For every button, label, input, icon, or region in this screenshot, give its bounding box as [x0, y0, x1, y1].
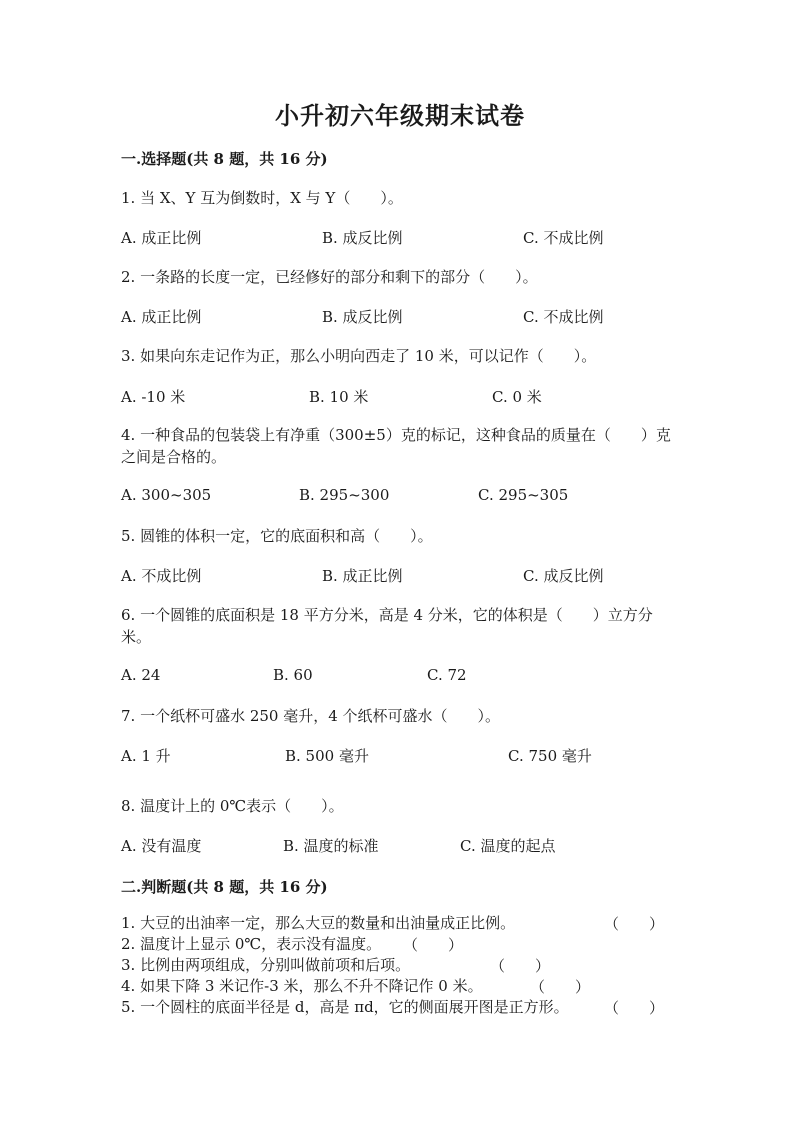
option-c: C. 72 [427, 666, 467, 684]
answer-blank: （ ） [604, 915, 665, 933]
section-heading-judgement: 二.判断题(共 8 题，共 16 分) [121, 878, 328, 896]
question-4: 4. 一种食品的包装袋上有净重（300±5）克的标记，这种食品的质量在（ ）克之间是合格的。 [121, 426, 671, 466]
option-b: B. 60 [273, 666, 313, 684]
judgement-item-4: 4. 如果下降 3 米记作-3 米，那么不升不降记作 0 米。 [121, 977, 483, 995]
judgement-item-1: 1. 大豆的出油率一定，那么大豆的数量和出油量成正比例。 [121, 914, 516, 932]
option-b: B. 10 米 [309, 388, 369, 406]
option-b: B. 成反比例 [322, 229, 403, 247]
question-7: 7. 一个纸杯可盛水 250 毫升，4 个纸杯可盛水（ ）。 [121, 707, 501, 725]
option-c: C. 不成比例 [523, 229, 604, 247]
option-b: B. 温度的标准 [283, 837, 379, 855]
question-2: 2. 一条路的长度一定，已经修好的部分和剩下的部分（ ）。 [121, 268, 538, 286]
answer-blank: （ ） [403, 936, 464, 954]
judgement-item-3: 3. 比例由两项组成，分别叫做前项和后项。 [121, 956, 411, 974]
option-a: A. -10 米 [121, 388, 186, 406]
option-b: B. 成正比例 [322, 567, 403, 585]
question-1: 1. 当 X、Y 互为倒数时，X 与 Y（ ）。 [121, 189, 403, 207]
option-c: C. 295~305 [478, 486, 569, 504]
option-b: B. 295~300 [299, 486, 390, 504]
option-b: B. 成反比例 [322, 308, 403, 326]
judgement-item-5: 5. 一个圆柱的底面半径是 d，高是 πd，它的侧面展开图是正方形。 [121, 998, 569, 1016]
question-6: 6. 一个圆锥的底面积是 18 平方分米，高是 4 分米，它的体积是（ ）立方分米。 [121, 606, 653, 646]
option-a: A. 没有温度 [121, 837, 202, 855]
option-a: A. 不成比例 [121, 567, 202, 585]
option-a: A. 成正比例 [121, 308, 202, 326]
option-a: A. 300~305 [121, 486, 212, 504]
option-c: C. 不成比例 [523, 308, 604, 326]
answer-blank: （ ） [604, 999, 665, 1017]
option-a: A. 成正比例 [121, 229, 202, 247]
option-c: C. 750 毫升 [508, 747, 592, 765]
option-b: B. 500 毫升 [285, 747, 369, 765]
judgement-item-2: 2. 温度计上显示 0℃，表示没有温度。 [121, 935, 382, 953]
option-c: C. 0 米 [492, 388, 542, 406]
question-5: 5. 圆锥的体积一定，它的底面积和高（ ）。 [121, 527, 433, 545]
option-a: A. 24 [121, 666, 161, 684]
section-heading-choice: 一.选择题(共 8 题，共 16 分) [121, 150, 328, 168]
question-8: 8. 温度计上的 0℃表示（ ）。 [121, 797, 344, 815]
option-c: C. 温度的起点 [460, 837, 556, 855]
question-3: 3. 如果向东走记作为正，那么小明向西走了 10 米，可以记作（ ）。 [121, 347, 597, 365]
answer-blank: （ ） [530, 978, 591, 996]
option-c: C. 成反比例 [523, 567, 604, 585]
option-a: A. 1 升 [121, 747, 171, 765]
answer-blank: （ ） [490, 957, 551, 975]
page-title: 小升初六年级期末试卷 [275, 101, 525, 130]
